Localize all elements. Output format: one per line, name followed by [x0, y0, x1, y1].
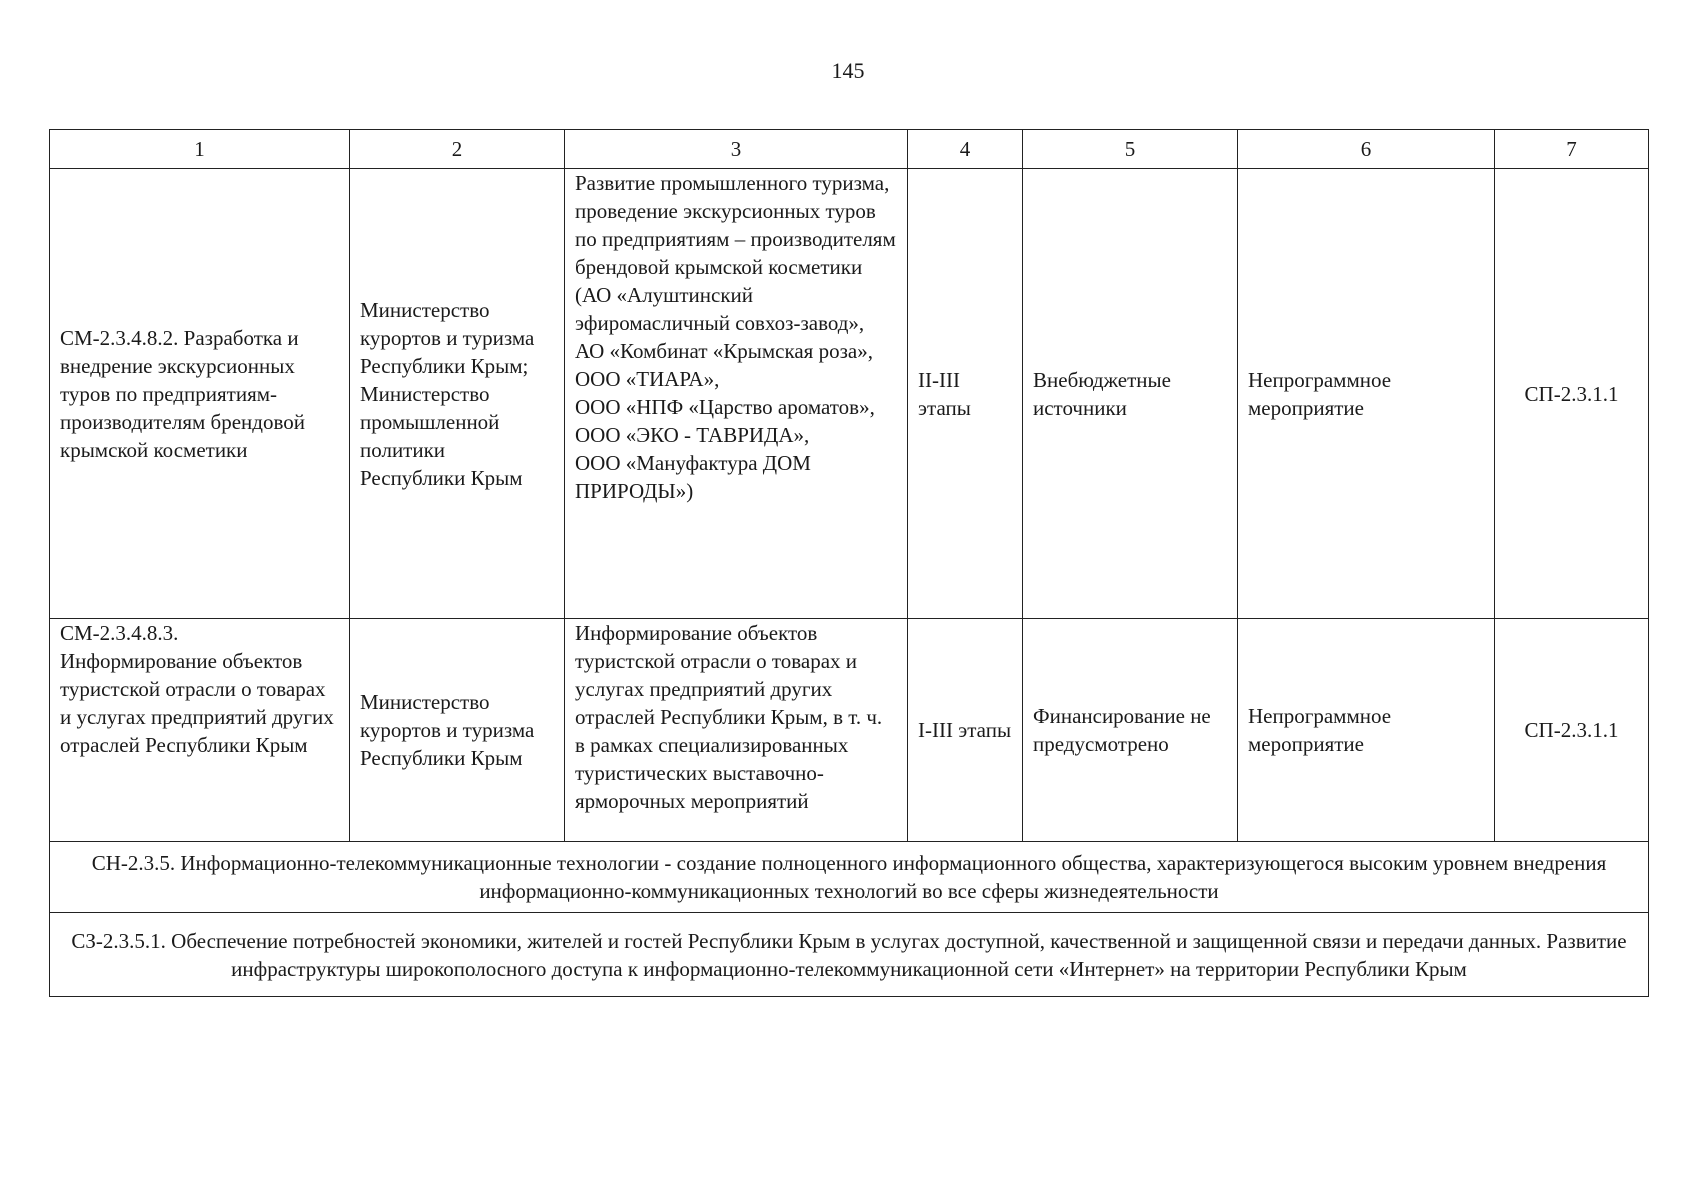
- executor-cell: Министерство курортов и туризма Республики Крым; Министерство промышленной политики Республики Крым: [350, 169, 565, 619]
- funding-cell: Внебюджетные источники: [1023, 169, 1238, 619]
- section-heading: СН-2.3.5. Информационно-телекоммуникационные технологии - создание полноценного информационного общества, характеризующегося высоким уровнем внедрения информационно-коммуникационных технологий во все сферы жизнедеятельности: [50, 842, 1649, 913]
- description-cell: Информирование объектов туристской отрасли о товарах и услугах предприятий других отраслей Республики Крым, в т. ч. в рамках специализированных туристических выставочно-ярморочных мероприятий: [565, 619, 908, 842]
- table-row: [50, 619, 1649, 842]
- table-header-row: [50, 130, 1649, 169]
- stages-cell: I-III этапы: [908, 619, 1023, 842]
- code-cell: СП-2.3.1.1: [1495, 619, 1649, 842]
- column-header-4: 4: [908, 130, 1023, 169]
- program-cell: Непрограммное мероприятие: [1238, 619, 1495, 842]
- column-header-6: 6: [1238, 130, 1495, 169]
- measures-table: [49, 129, 1649, 997]
- program-cell: Непрограммное мероприятие: [1238, 169, 1495, 619]
- code-cell: СП-2.3.1.1: [1495, 169, 1649, 619]
- stages-cell: II-III этапы: [908, 169, 1023, 619]
- description-cell: Развитие промышленного туризма, проведение экскурсионных туров по предприятиям – производителям брендовой крымской косметики (АО «Алуштинский эфиромасличный совхоз-завод», АО «Комбинат «Крымская роза», ООО «ТИАРА», ООО «НПФ «Царство ароматов», ООО «ЭКО - ТАВРИДА», ООО «Мануфактура ДОМ ПРИРОДЫ»): [565, 169, 908, 619]
- subsection-heading-row: [50, 913, 1649, 997]
- page-number: 145: [831, 58, 865, 83]
- executor-cell: Министерство курортов и туризма Республики Крым: [350, 619, 565, 842]
- column-header-1: 1: [50, 130, 350, 169]
- measure-cell: СМ-2.3.4.8.2. Разработка и внедрение экскурсионных туров по предприятиям-производителям брендовой крымской косметики: [50, 169, 350, 619]
- table-row: [50, 169, 1649, 619]
- funding-cell: Финансирование не предусмотрено: [1023, 619, 1238, 842]
- column-header-5: 5: [1023, 130, 1238, 169]
- column-header-3: 3: [565, 130, 908, 169]
- measure-cell: СМ-2.3.4.8.3. Информирование объектов туристской отрасли о товарах и услугах предприятий других отраслей Республики Крым: [50, 619, 350, 842]
- subsection-heading: СЗ-2.3.5.1. Обеспечение потребностей экономики, жителей и гостей Республики Крым в услугах доступной, качественной и защищенной связи и передачи данных. Развитие инфраструктуры широкополосного доступа к информационно-телекоммуникационной сети «Интернет» на территории Республики Крым: [50, 913, 1649, 997]
- column-header-2: 2: [350, 130, 565, 169]
- column-header-7: 7: [1495, 130, 1649, 169]
- section-heading-row: [50, 842, 1649, 913]
